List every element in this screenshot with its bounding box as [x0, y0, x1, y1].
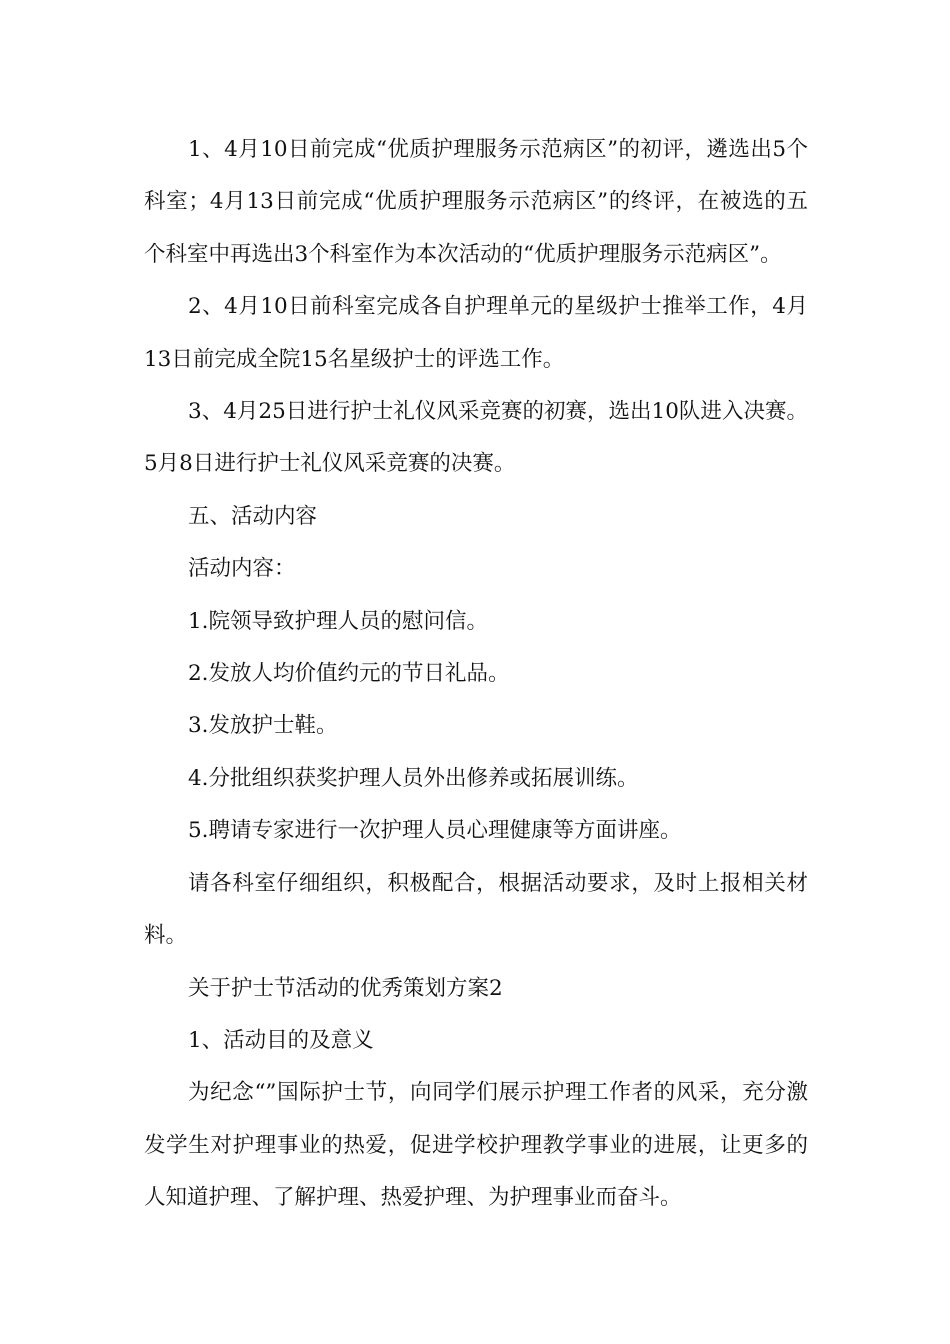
list-item-1: 1.院领导致护理人员的慰问信。 [188, 608, 489, 634]
list-item-5: 5.聘请专家进行一次护理人员心理健康等方面讲座。 [188, 818, 682, 844]
plan-title-2: 关于护士节活动的优秀策划方案2 [188, 975, 503, 1001]
paragraph-schedule-3: 3、4月25日进行护士礼仪风采竞赛的初赛，选出10队进入决赛。5月8日进行护士礼仪风采竞赛的决赛。 [144, 399, 808, 477]
list-item-3: 3.发放护士鞋。 [188, 713, 338, 739]
paragraph-purpose: 为纪念“”国际护士节，向同学们展示护理工作者的风采，充分激发学生对护理事业的热爱，促进学校护理教学事业的进展，让更多的人知道护理、了解护理、热爱护理、为护理事业而奋斗。 [144, 1080, 808, 1211]
paragraph-schedule-1: 1、4月10日前完成“优质护理服务示范病区”的初评，遴选出5个科室；4月13日前完成“优质护理服务示范病区”的终评，在被选的五个科室中再选出3个科室作为本次活动的“优质护理服务示范病区”。 [144, 137, 808, 267]
list-item-4: 4.分批组织获奖护理人员外出修养或拓展训练。 [188, 765, 639, 791]
list-item-2: 2.发放人均价值约元的节日礼品。 [188, 661, 510, 687]
paragraph-closing-request: 请各科室仔细组织，积极配合，根据活动要求，及时上报相关材料。 [144, 870, 808, 949]
document-body [144, 124, 808, 1225]
section-heading-activity-content: 五、活动内容 [188, 503, 318, 529]
paragraph-activity-content-label: 活动内容： [188, 556, 296, 582]
paragraph-schedule-2: 2、4月10日前科室完成各自护理单元的星级护士推举工作，4月13日前完成全院15名星级护士的评选工作。 [144, 294, 808, 372]
section-heading-purpose: 1、活动目的及意义 [188, 1027, 374, 1053]
